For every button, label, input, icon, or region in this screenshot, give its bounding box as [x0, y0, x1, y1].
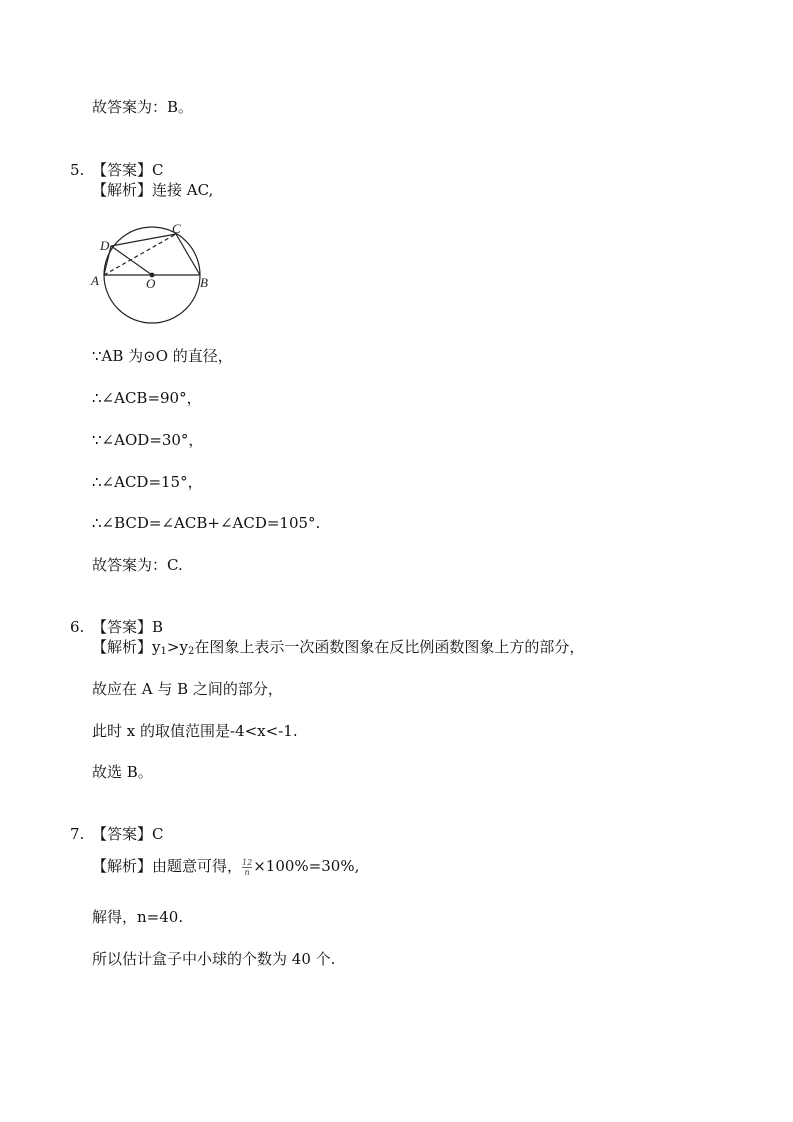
sub-1: 1 [160, 646, 167, 657]
q7-answer: 【答案】C [92, 825, 164, 843]
analysis-text-rest: ×100%=30%, [253, 857, 360, 875]
q7-step: 解得，n=40. [92, 908, 184, 926]
analysis-text: 由题意可得， [152, 857, 243, 875]
q5-step: ∴∠ACD=15°， [92, 473, 203, 491]
label-B: B [200, 275, 208, 290]
q6-step: 此时 x 的取值范围是-4<x<-1. [92, 722, 298, 740]
q6-step: 故选 B。 [92, 763, 153, 781]
q7-step: 所以估计盒子中小球的个数为 40 个. [92, 950, 336, 968]
q7-analysis [92, 857, 359, 877]
q5-step: ∵AB 为⊙O 的直径， [92, 347, 233, 365]
fraction-denominator: n [244, 867, 250, 877]
analysis-text: 在图象上表示一次函数图象在反比例函数图象上方的部分， [194, 638, 585, 656]
q5-conclusion: 故答案为：C. [92, 556, 183, 574]
fraction-numerator: 12 [242, 857, 253, 867]
analysis-label: 【解析】 [92, 857, 153, 875]
analysis-label: 【解析】 [92, 181, 153, 199]
q5-step: ∴∠ACB=90°， [92, 389, 202, 407]
q7-number: 7. [70, 825, 85, 843]
q6-number: 6. [70, 618, 85, 636]
q6-analysis [92, 638, 584, 661]
var-y1: y [152, 638, 161, 656]
q5-step: ∴∠BCD=∠ACB+∠ACD=105°. [92, 514, 321, 532]
circle-geometry-figure [85, 215, 225, 330]
q5-number: 5. [70, 161, 85, 179]
q5-analysis [92, 181, 213, 199]
label-O: O [146, 276, 156, 291]
analysis-label: 【解析】 [92, 638, 153, 656]
label-A: A [91, 273, 99, 288]
fraction [242, 858, 252, 877]
q6-step: 故应在 A 与 B 之间的部分， [92, 680, 283, 698]
sub-2: 2 [187, 646, 195, 657]
q5-step: ∵∠AOD=30°， [92, 431, 204, 449]
prev-conclusion: 故答案为：B。 [92, 98, 194, 116]
q6-answer: 【答案】B [92, 618, 164, 636]
var-y2: y [179, 638, 188, 656]
gt-sign: > [166, 638, 180, 656]
label-C: C [172, 221, 181, 236]
analysis-text: 连接 AC, [152, 181, 214, 199]
q5-answer: 【答案】C [92, 161, 164, 179]
label-D: D [100, 238, 110, 253]
